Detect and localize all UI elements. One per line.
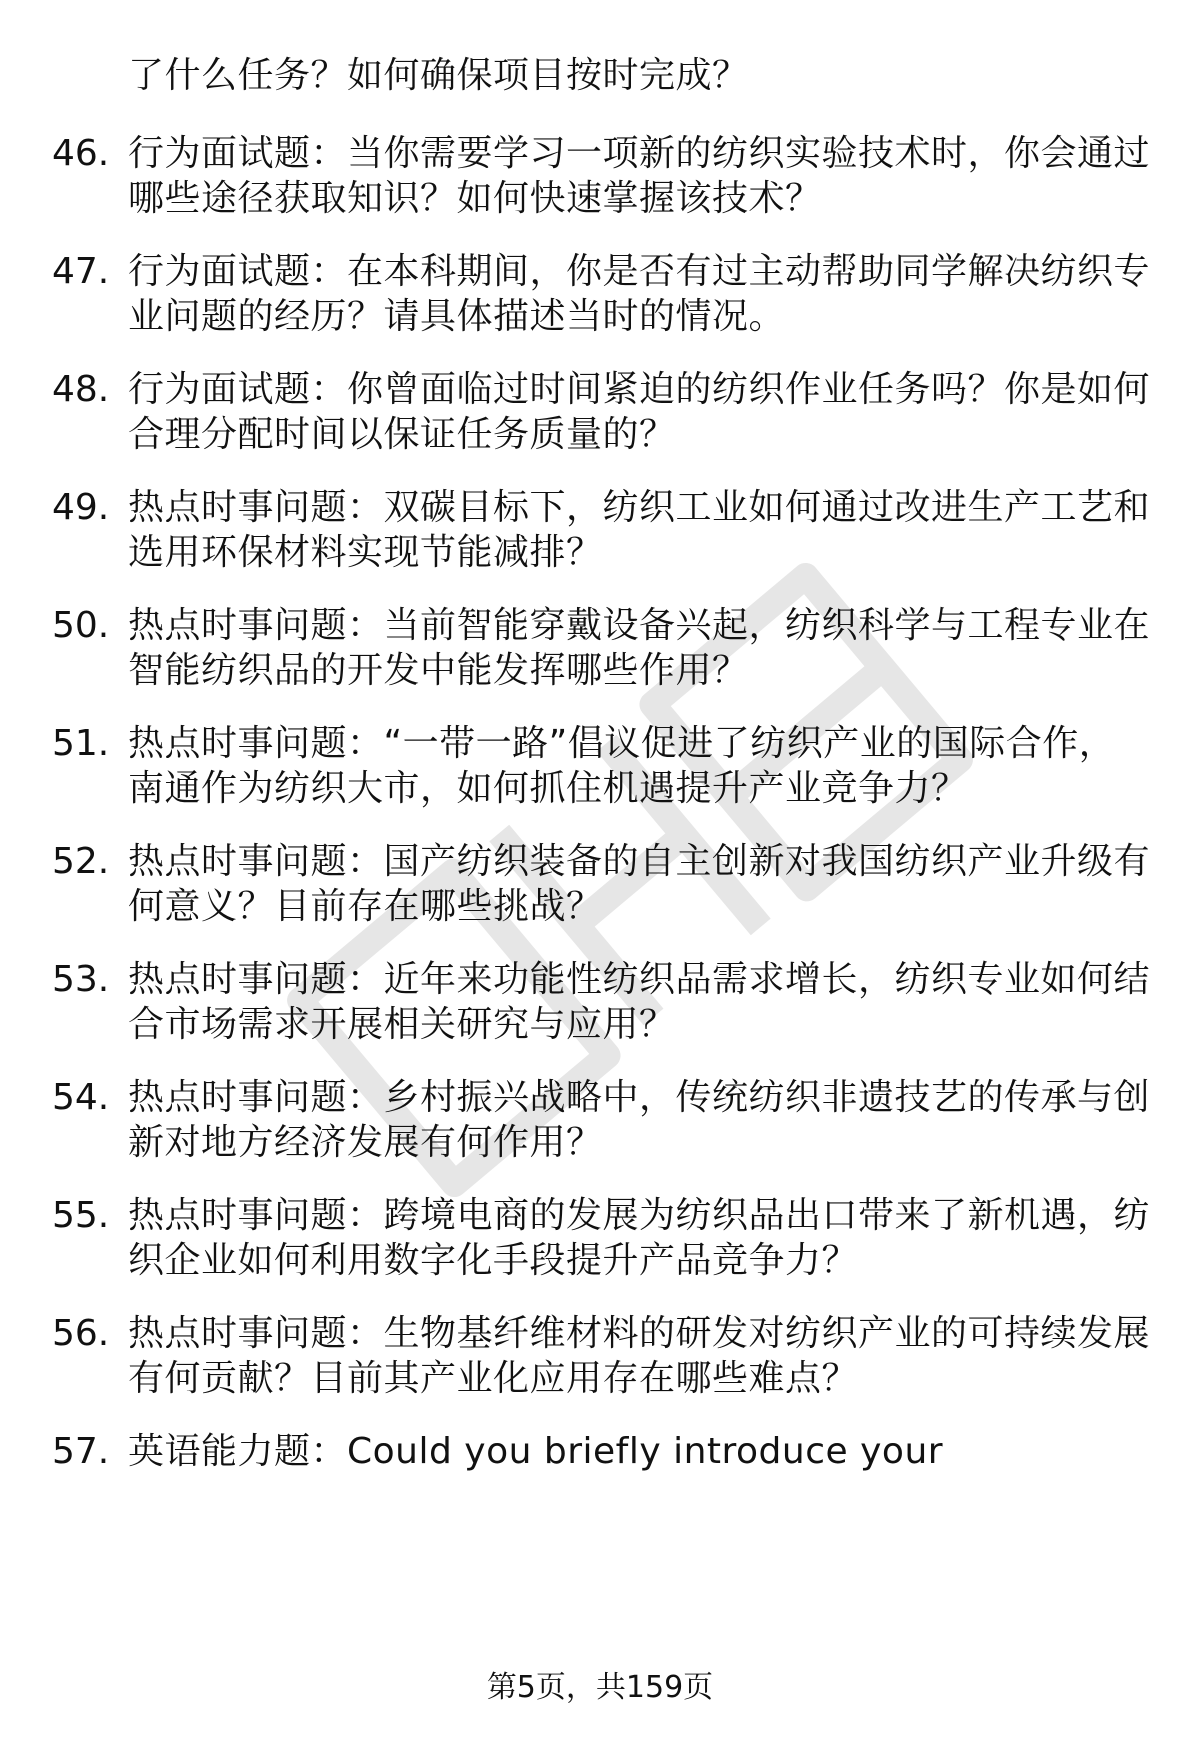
question-number: 47. (52, 251, 110, 292)
question-line: 业问题的经历？请具体描述当时的情况。 (128, 296, 786, 337)
question-line: 智能纺织品的开发中能发挥哪些作用？ (128, 650, 749, 691)
question-number: 48. (52, 369, 110, 410)
question-number: 56. (52, 1313, 110, 1354)
question-line: 行为面试题：在本科期间，你是否有过主动帮助同学解决纺织专 (128, 251, 1151, 292)
question-line: 合市场需求开展相关研究与应用？ (128, 1004, 676, 1045)
question-line: 有何贡献？目前其产业化应用存在哪些难点？ (128, 1358, 859, 1399)
question-number: 51. (52, 723, 110, 764)
question-line: 行为面试题：你曾面临过时间紧迫的纺织作业任务吗？你是如何 (128, 369, 1151, 410)
question-line: 哪些途径获取知识？如何快速掌握该技术？ (128, 178, 822, 219)
question-line: 热点时事问题：当前智能穿戴设备兴起，纺织科学与工程专业在 (128, 605, 1151, 646)
question-line: 南通作为纺织大市，如何抓住机遇提升产业竞争力？ (128, 768, 968, 809)
question-line: 何意义？目前存在哪些挑战？ (128, 886, 603, 927)
question-number: 55. (52, 1195, 110, 1236)
question-number: 53. (52, 959, 110, 1000)
question-line: 行为面试题：当你需要学习一项新的纺织实验技术时，你会通过 (128, 133, 1151, 174)
question-number: 52. (52, 841, 110, 882)
question-line: 织企业如何利用数字化手段提升产品竞争力？ (128, 1240, 859, 1281)
page-number-footer: 第5页，共159页 (486, 1670, 714, 1705)
question-line: 合理分配时间以保证任务质量的？ (128, 414, 676, 455)
question-line: 热点时事问题：生物基纤维材料的研发对纺织产业的可持续发展 (128, 1313, 1151, 1354)
question-number: 46. (52, 133, 110, 174)
question-number: 57. (52, 1431, 110, 1472)
question-number: 50. (52, 605, 110, 646)
question-line: 热点时事问题：国产纺织装备的自主创新对我国纺织产业升级有 (128, 841, 1151, 882)
question-line: 热点时事问题：近年来功能性纺织品需求增长，纺织专业如何结 (128, 959, 1151, 1000)
question-line: 选用环保材料实现节能减排？ (128, 532, 603, 573)
question-number: 49. (52, 487, 110, 528)
question-line: 热点时事问题：“一带一路”倡议促进了纺织产业的国际合作， (128, 723, 1116, 764)
question-continuation: 了什么任务？如何确保项目按时完成？ (128, 55, 749, 96)
question-line: 热点时事问题：跨境电商的发展为纺织品出口带来了新机遇，纺 (128, 1195, 1151, 1236)
question-line: 英语能力题：Could you briefly introduce your (128, 1431, 944, 1472)
question-line: 热点时事问题：乡村振兴战略中，传统纺织非遗技艺的传承与创 (128, 1077, 1151, 1118)
question-line: 热点时事问题：双碳目标下，纺织工业如何通过改进生产工艺和 (128, 487, 1151, 528)
question-number: 54. (52, 1077, 110, 1118)
question-line: 新对地方经济发展有何作用？ (128, 1122, 603, 1163)
